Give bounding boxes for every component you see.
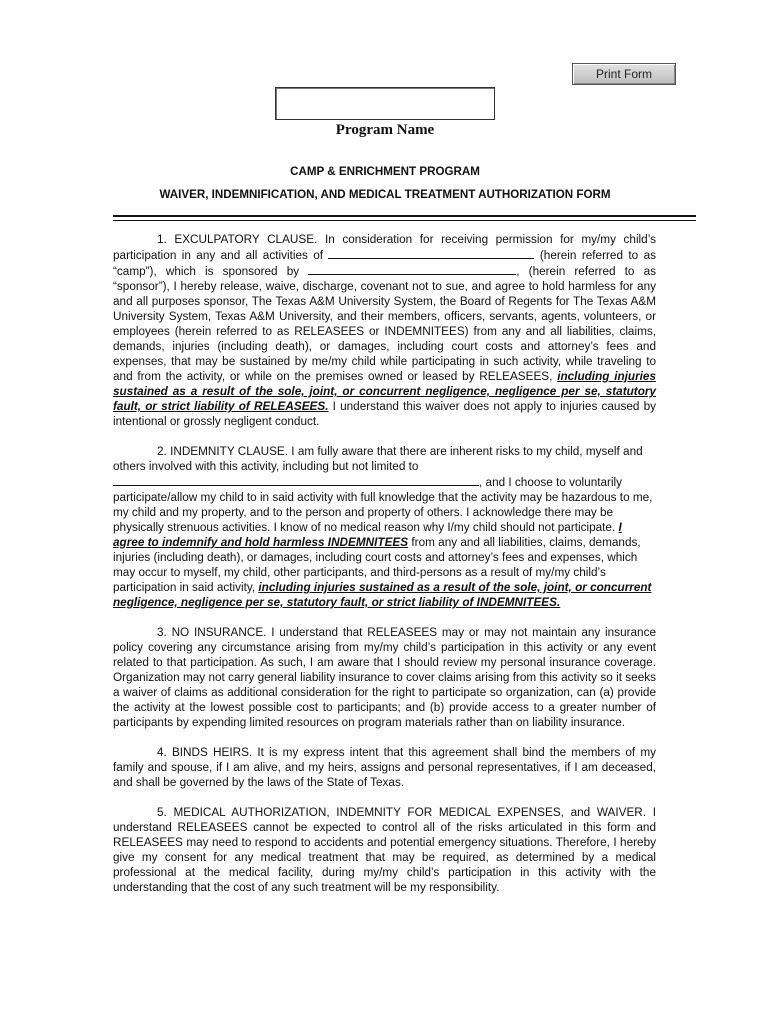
heirs-heading: 4. BINDS HEIRS. bbox=[157, 746, 253, 759]
medical-authorization-clause bbox=[113, 805, 656, 895]
program-name-field[interactable] bbox=[275, 87, 495, 120]
camp-activities-blank[interactable] bbox=[328, 247, 534, 259]
medical-heading: 5. MEDICAL AUTHORIZATION, INDEMNITY FOR MEDICAL EXPENSES, and WAIVER. bbox=[157, 806, 647, 819]
exculpatory-text-d: I understand this waiver does not apply to injuries caused by intentional or grossly negligent conduct. bbox=[113, 400, 656, 428]
heirs-text: It is my express intent that this agreement shall bind the members of my family and spouse, if I am alive, and my heirs, assigns and personal representatives, if I am deceased, and shall be governed by the laws of the State of Texas. bbox=[113, 746, 657, 789]
indemnity-emphasis-2: including injuries sustained as a result of the sole, joint, or concurrent negligence, negligence per se, statutory fault, or strict liability of INDEMNITEES. bbox=[113, 581, 652, 609]
indemnity-text-a: I am fully aware that there are inherent risks to my child, myself and others involved with this activity, including but not limited to bbox=[113, 445, 643, 473]
indemnity-heading: 2. INDEMNITY CLAUSE. bbox=[157, 445, 289, 458]
form-title-line1: CAMP & ENRICHMENT PROGRAM bbox=[290, 165, 480, 178]
indemnity-text-c: from any and all liabilities, claims, demands, injuries (including death), or damages, including court costs and attorney’s fees and expenses, which may occur to myself, my child, other participants, and third-persons as a result of my/my child’s participation in said activity, bbox=[113, 536, 641, 594]
exculpatory-clause bbox=[113, 232, 656, 429]
form-title-line2: WAIVER, INDEMNIFICATION, AND MEDICAL TREATMENT AUTHORIZATION FORM bbox=[159, 188, 611, 201]
binds-heirs-clause bbox=[113, 745, 656, 790]
medical-text: I understand RELEASEES cannot be expected to control all of the risks articulated in this form and RELEASEES may need to respond to accidents and potential emergency situations. Therefore, I hereby give my consent for any medical treatment that may be required, as determined by a medical professional at the medical facility, during my/my child’s participation in this activity with the understanding that the cost of any such treatment will be my responsibility. bbox=[113, 806, 656, 894]
exculpatory-emphasis: including injuries sustained as a result of the sole, joint, or concurrent negligence, negligence per se, statutory fault, or strict liability of RELEASEES. bbox=[113, 370, 656, 413]
indemnity-clause bbox=[113, 444, 656, 610]
insurance-heading: 3. NO INSURANCE. bbox=[157, 626, 267, 639]
indemnity-emphasis-1: I agree to indemnify and hold harmless INDEMNITEES bbox=[113, 521, 622, 549]
title-divider bbox=[113, 215, 696, 221]
program-name-label: Program Name bbox=[335, 122, 435, 138]
inherent-risks-blank[interactable] bbox=[113, 474, 479, 486]
exculpatory-text-c: , (herein referred to as “sponsor”), I hereby release, waive, discharge, covenant not to sue, and agree to hold harmless for any and all purposes sponsor, The Texas A&M University System, the Board of Regents for The Texas A&M University System, Texas A&M University, and their members, officers, servants, agents, volunteers, or employees (herein referred to as RELEASEES or INDEMNITEES) from any and all liabilities, claims, demands, injuries (including death), or damages, including court costs and attorney’s fees and expenses, that may be sustained by me/my child while participating in such activity, while traveling to and from the activity, or while on the premises owned or leased by RELEASEES, bbox=[113, 265, 656, 383]
print-form-button[interactable]: Print Form bbox=[572, 63, 676, 85]
insurance-clause bbox=[113, 625, 656, 730]
exculpatory-heading: 1. EXCULPATORY CLAUSE. bbox=[157, 233, 318, 246]
waiver-body bbox=[113, 232, 656, 910]
indemnity-text-b: , and I choose to voluntarily participate/allow my child to in said activity with full knowledge that the activity may be hazardous to me, my child and my property, and to the person and property of others. I acknowledge there may be physically strenuous activities. I know of no medical reason why I/my child should not participate. bbox=[113, 476, 653, 534]
exculpatory-text-b: (herein referred to as “camp”), which is sponsored by bbox=[113, 249, 656, 278]
exculpatory-text-a: In consideration for receiving permission for my/my child’s participation in any and all activities of bbox=[113, 233, 656, 262]
sponsor-blank[interactable] bbox=[308, 263, 516, 275]
insurance-text: I understand that RELEASEES may or may not maintain any insurance policy covering any circumstance arising from my/my child’s participation in this activity or any event related to that participation. As such, I am aware that I should review my personal insurance coverage. Organization may not carry general liability insurance to cover claims arising from this activity so it seeks a waiver of claims as additional consideration for the right to participate so organization, can (a) provide the activity at the lowest possible cost to participants; and (b) provide access to a greater number of participants by expending limited resources on program materials rather than on liability insurance. bbox=[113, 626, 657, 729]
